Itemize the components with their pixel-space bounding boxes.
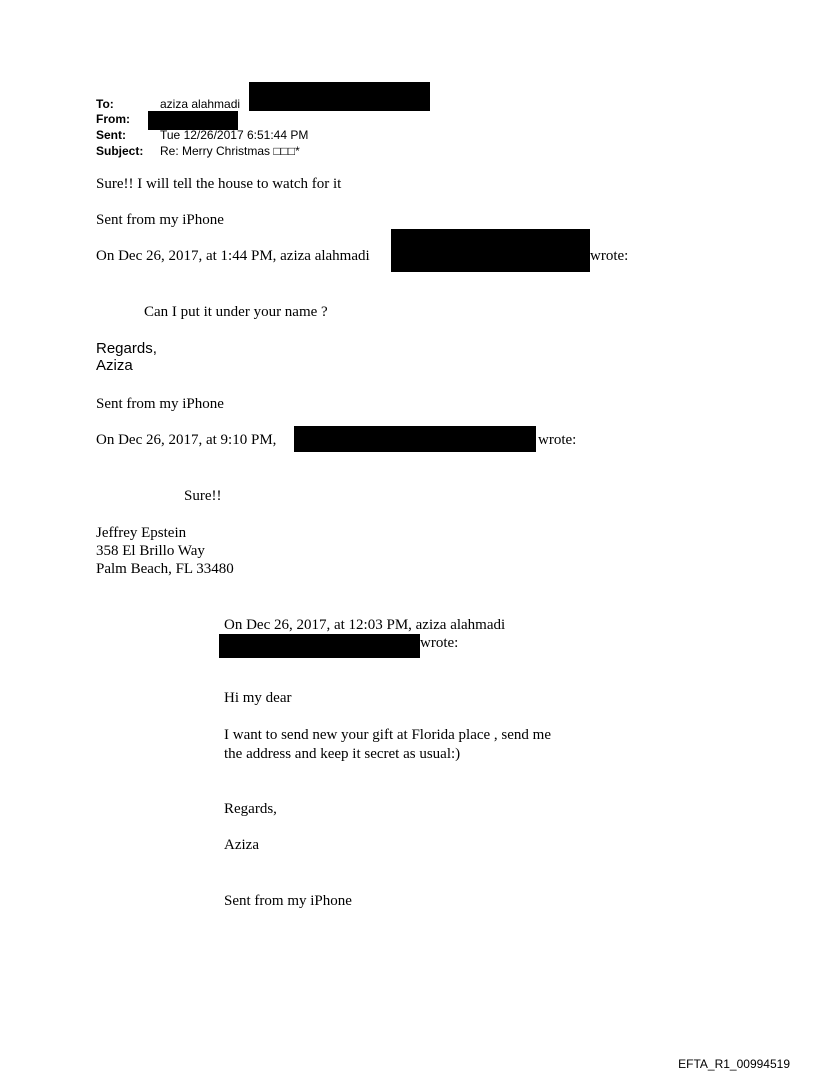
quote2-intro: On Dec 26, 2017, at 9:10 PM,: [96, 432, 277, 448]
quote2-message: Sure!!: [184, 488, 222, 504]
redaction-box: [294, 426, 536, 452]
quote3-message-line2: the address and keep it secret as usual:): [224, 746, 461, 762]
quote1-message: Can I put it under your name ?: [144, 304, 328, 320]
quote1-intro-suffix: wrote:: [590, 248, 629, 264]
quote3-intro-suffix: wrote:: [420, 635, 459, 651]
redaction-box: [219, 634, 420, 658]
to-label: To:: [96, 97, 114, 111]
quote2-sig-name: Jeffrey Epstein: [96, 525, 187, 541]
sent-label: Sent:: [96, 128, 126, 142]
quote2-intro-suffix: wrote:: [538, 432, 577, 448]
quote3-signature: Sent from my iPhone: [224, 893, 352, 909]
quote1-intro: On Dec 26, 2017, at 1:44 PM, aziza alahmadi: [96, 248, 370, 264]
quote3-greeting: Hi my dear: [224, 690, 292, 706]
quote3-message-line1: I want to send new your gift at Florida place , send me: [224, 727, 551, 743]
quote1-signature: Sent from my iPhone: [96, 396, 224, 412]
from-label: From:: [96, 112, 130, 126]
quote3-regards: Regards,: [224, 801, 277, 817]
document-id: EFTA_R1_00994519: [678, 1057, 790, 1071]
to-value: aziza alahmadi: [160, 97, 241, 111]
sent-value: Tue 12/26/2017 6:51:44 PM: [160, 128, 309, 142]
redaction-box: [249, 82, 430, 111]
subject-label: Subject:: [96, 144, 144, 158]
quote3-intro: On Dec 26, 2017, at 12:03 PM, aziza alahmadi: [224, 617, 506, 633]
quote2-sig-street: 358 El Brillo Way: [96, 543, 205, 559]
quote1-name: Aziza: [96, 357, 133, 374]
redaction-box: [391, 229, 590, 272]
quote3-name: Aziza: [224, 837, 259, 853]
quote2-sig-city: Palm Beach, FL 33480: [96, 561, 234, 577]
reply-text: Sure!! I will tell the house to watch for it: [96, 176, 342, 192]
subject-value: Re: Merry Christmas □□□*: [160, 144, 300, 158]
reply-signature: Sent from my iPhone: [96, 212, 224, 228]
quote1-regards: Regards,: [96, 340, 157, 357]
